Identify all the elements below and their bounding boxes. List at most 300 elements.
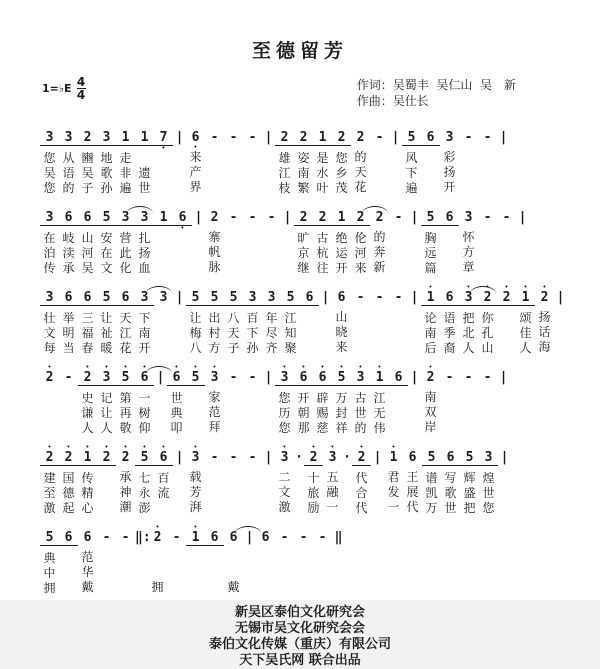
lyric-syllable: 当 xyxy=(62,341,75,355)
lyric-syllable: 春 xyxy=(81,341,94,355)
lyric-syllable xyxy=(319,340,332,355)
lyric-syllable: 语 xyxy=(62,166,75,180)
lyric-syllable xyxy=(205,180,224,195)
lyric-syllable xyxy=(59,405,78,420)
lyric-syllable: 仰 xyxy=(138,421,151,435)
note-glyph: | xyxy=(499,130,508,145)
barline xyxy=(497,125,510,195)
lyric-syllable xyxy=(243,230,262,245)
lyric-syllable: 八 xyxy=(189,341,202,355)
note-glyph: 3 xyxy=(243,290,262,306)
note-glyph: 1 xyxy=(516,290,535,306)
key-signature xyxy=(42,77,86,100)
lyric-syllable: 孙 xyxy=(246,341,259,355)
lyric-syllable: 典 xyxy=(170,406,183,420)
lyric-syllable: 流 xyxy=(157,486,170,500)
lyric-syllable xyxy=(516,245,529,260)
lyric-syllable: 您 xyxy=(43,181,56,195)
lyric-syllable: 姿 xyxy=(297,151,310,165)
credits xyxy=(357,77,516,109)
lyric-syllable: 从 xyxy=(62,151,75,165)
footer-line: 天下吴氏网 联合出品 xyxy=(239,653,361,668)
note-glyph: 1 xyxy=(389,450,398,465)
lyric-syllable: 您 xyxy=(278,421,291,435)
note-glyph: 3 xyxy=(116,210,135,226)
lyric-syllable xyxy=(389,180,402,195)
meter-denominator: 4 xyxy=(76,88,86,102)
note-glyph: 6 xyxy=(154,450,173,466)
lyric-syllable xyxy=(135,151,154,166)
lyric-syllable xyxy=(262,180,275,195)
lyric-syllable xyxy=(243,420,262,435)
note-cell xyxy=(389,365,408,436)
lyric-syllable: 河 xyxy=(81,246,94,260)
dash xyxy=(440,365,459,435)
note-glyph: | xyxy=(321,290,330,305)
note-cell xyxy=(256,525,275,595)
note-cell xyxy=(516,285,535,356)
note-glyph: - xyxy=(318,530,327,545)
lyric-syllable: 敬 xyxy=(119,421,132,435)
note-cell xyxy=(332,285,351,355)
note-cell xyxy=(535,285,554,355)
note-cell xyxy=(154,285,173,355)
note-cell xyxy=(440,205,459,276)
note-glyph: ‖: xyxy=(135,530,151,545)
lyric-syllable: 在 xyxy=(43,231,56,245)
note-glyph: - xyxy=(172,530,181,545)
lyric-syllable xyxy=(332,550,345,565)
lyric-syllable: 激 xyxy=(278,500,291,514)
lyric-syllable xyxy=(154,261,173,276)
lyric-syllable: 子 xyxy=(81,181,94,195)
note-cell xyxy=(97,365,116,436)
lyric-syllable xyxy=(408,310,421,325)
lyric-syllable: 岸 xyxy=(424,420,437,434)
lyric-syllable xyxy=(116,550,135,565)
lyric-syllable: 歌 xyxy=(444,486,457,500)
note-glyph: 5 xyxy=(460,450,479,466)
note-cell xyxy=(275,445,294,515)
note-cell xyxy=(135,125,154,196)
lyric-syllable xyxy=(262,260,281,275)
lyric-syllable xyxy=(243,550,256,565)
lyric-syllable: 北 xyxy=(462,326,475,340)
octave-dot-above: • xyxy=(485,283,490,291)
lyric-syllable: 再 xyxy=(119,406,132,420)
lyric-syllable xyxy=(281,245,294,260)
note-glyph: - xyxy=(210,130,219,145)
lyric-syllable: 人 xyxy=(100,421,113,435)
lyric-syllable: 双 xyxy=(424,405,437,419)
footer-line: 无锡市吴文化研究会会 xyxy=(234,621,365,636)
lyric-syllable xyxy=(59,581,78,596)
lyric-syllable xyxy=(478,260,497,275)
note-cell xyxy=(40,285,59,356)
lyric-syllable xyxy=(224,150,243,165)
note-cell xyxy=(262,285,281,356)
note-glyph: 6 xyxy=(440,290,459,306)
lyric-syllable xyxy=(371,500,384,515)
lyric-syllable: 激 xyxy=(43,501,56,515)
lyric-syllable: 戴 xyxy=(227,580,240,594)
system xyxy=(34,445,566,516)
meter-numerator: 4 xyxy=(76,75,86,89)
lyric-syllable xyxy=(173,150,186,165)
dash xyxy=(224,125,243,195)
lyric-syllable: 京 xyxy=(297,246,310,260)
lyric-syllable: 帆 xyxy=(208,245,221,259)
lyric-syllable xyxy=(173,340,186,355)
lyric-syllable: 世 xyxy=(444,501,457,515)
lyric-syllable: 把 xyxy=(462,311,475,325)
note-glyph: | xyxy=(518,210,527,225)
octave-dot-above: • xyxy=(85,443,90,451)
note-glyph: 2 xyxy=(426,370,435,385)
note-cell xyxy=(294,205,313,276)
note-cell xyxy=(116,205,135,276)
lyric-syllable xyxy=(154,340,173,355)
octave-dot-above: • xyxy=(391,443,396,451)
note-glyph: - xyxy=(248,370,257,385)
lyric-syllable xyxy=(554,310,567,325)
lyric-syllable: 胸 xyxy=(424,231,437,245)
octave-dot-above: • xyxy=(377,363,382,371)
octave-dot-above: • xyxy=(428,283,433,291)
lyric-syllable: 的 xyxy=(373,230,386,244)
lyric-syllable xyxy=(319,325,332,340)
note-glyph: 5 xyxy=(135,450,154,466)
note-cell xyxy=(422,445,441,516)
lyric-syllable xyxy=(351,310,370,325)
lyric-syllable xyxy=(440,246,459,261)
lyric-syllable xyxy=(205,485,224,500)
lyric-syllable: 江 xyxy=(373,391,386,405)
note-glyph: 5 xyxy=(116,370,135,386)
note-glyph: 6 xyxy=(389,370,408,386)
lyric-syllable: 三 xyxy=(81,311,94,325)
lyric-syllable xyxy=(497,165,510,180)
lyric-syllable: 旷 xyxy=(297,231,310,245)
dash xyxy=(224,445,243,515)
lyric-syllable xyxy=(135,565,148,580)
octave-dot-above: • xyxy=(193,443,198,451)
note-cell xyxy=(440,125,459,195)
lyric-syllable: 精 xyxy=(81,486,94,500)
note-cell xyxy=(59,205,78,276)
note-glyph: 3 xyxy=(40,290,59,306)
lyric-syllable xyxy=(97,580,116,595)
lyric-syllable xyxy=(408,325,421,340)
lyric-syllable: 开 xyxy=(443,180,456,194)
octave-dot-above: • xyxy=(523,283,528,291)
lyric-syllable xyxy=(243,150,262,165)
composer-credit: 作曲：吴仕长 xyxy=(356,94,429,108)
footer-credits xyxy=(34,605,566,669)
lyric-syllable xyxy=(186,566,205,581)
note-glyph: | xyxy=(499,370,508,385)
lyric-syllable: 远 xyxy=(424,246,437,260)
lyric-syllable: 繁 xyxy=(297,181,310,195)
lyric-syllable xyxy=(186,551,205,566)
lyric-syllable xyxy=(167,580,186,595)
note-glyph: 6 xyxy=(59,210,78,226)
lyric-syllable xyxy=(408,405,421,420)
lyric-syllable xyxy=(186,391,205,406)
lyric-syllable: 壮 xyxy=(43,311,56,325)
note-glyph: 3 xyxy=(191,450,200,465)
note-glyph: | xyxy=(500,450,509,465)
lyric-syllable xyxy=(224,420,243,435)
note-glyph: | xyxy=(264,370,273,385)
barline xyxy=(319,285,332,355)
note-glyph: - xyxy=(229,450,238,465)
lyric-syllable: 江 xyxy=(278,166,291,180)
note-glyph: 5 xyxy=(224,290,243,306)
lyric-syllable: 孙 xyxy=(100,181,113,195)
note-glyph: | xyxy=(556,290,565,305)
dash xyxy=(243,445,262,515)
note-glyph: 2 xyxy=(497,290,516,306)
octave-dot-above: • xyxy=(142,363,147,371)
note-cell xyxy=(479,445,498,516)
note-cell xyxy=(186,365,205,436)
lyric-syllable xyxy=(167,565,186,580)
note-cell xyxy=(97,125,116,196)
lyric-syllable: 古 xyxy=(354,391,367,405)
lyric-syllable: 此 xyxy=(119,246,132,260)
lyricist-credit: 作词：吴蜀丰 吴仁山 吴 新 xyxy=(356,78,516,92)
lyric-syllable xyxy=(59,390,78,405)
note-cell xyxy=(440,285,459,356)
lyric-syllable xyxy=(497,180,510,195)
lyric-syllable: 江 xyxy=(119,326,132,340)
lyric-syllable xyxy=(167,550,186,565)
lyric-syllable xyxy=(135,550,148,565)
lyric-syllable: 盛 xyxy=(463,486,476,500)
note-glyph: 3 xyxy=(97,370,116,386)
octave-dot-above: • xyxy=(85,363,90,371)
note-cell xyxy=(59,285,78,356)
lyric-syllable: 风 xyxy=(405,151,418,165)
dash xyxy=(313,525,332,595)
note-cell xyxy=(40,365,59,435)
lyric-syllable: 梅 xyxy=(189,326,202,340)
note-cell xyxy=(275,125,294,196)
dash xyxy=(459,125,478,195)
lyric-syllable: 方 xyxy=(208,341,221,355)
lyric-syllable: 范 xyxy=(81,550,94,564)
lyric-syllable: 在 xyxy=(100,246,113,260)
note-glyph: - xyxy=(394,210,403,225)
lyric-syllable xyxy=(40,405,59,420)
note-glyph: | xyxy=(175,290,184,305)
lyric-syllable xyxy=(205,150,224,165)
lyric-syllable xyxy=(497,341,516,356)
lyric-syllable xyxy=(262,405,275,420)
lyric-syllable: 谱 xyxy=(425,471,438,485)
lyric-syllable xyxy=(497,420,510,435)
barline xyxy=(262,445,275,515)
lyric-syllable xyxy=(256,580,275,595)
lyric-syllable: 王 xyxy=(406,470,419,484)
note-glyph: 5 xyxy=(97,210,116,226)
lyric-syllable xyxy=(173,310,186,325)
lyric-syllable: 融 xyxy=(326,485,339,499)
note-glyph: 6 xyxy=(205,530,224,546)
lyric-syllable: 文 xyxy=(43,326,56,340)
note-cell xyxy=(59,525,78,596)
lyric-syllable xyxy=(498,470,511,485)
lyric-syllable xyxy=(205,551,224,566)
lyric-syllable: 拥 xyxy=(151,580,164,594)
lyric-syllable: 辟 xyxy=(316,391,329,405)
lyric-syllable: 万 xyxy=(425,501,438,515)
note-glyph: 3 xyxy=(97,130,116,146)
lyric-syllable: 五 xyxy=(326,470,339,484)
note-glyph: | xyxy=(175,450,184,465)
lyric-syllable xyxy=(154,501,173,516)
lyric-syllable xyxy=(459,165,478,180)
note-glyph: | xyxy=(245,530,254,545)
note-cell xyxy=(186,525,205,596)
lyric-syllable xyxy=(371,485,384,500)
lyric-syllable xyxy=(281,230,294,245)
lyric-syllable: 章 xyxy=(462,260,475,274)
barline xyxy=(408,205,421,275)
lyric-syllable xyxy=(478,180,497,195)
note-cell xyxy=(167,365,186,436)
note-glyph: 3 xyxy=(40,210,59,226)
dash xyxy=(116,525,135,595)
lyric-syllable: 古 xyxy=(316,231,329,245)
lyric-syllable xyxy=(224,390,243,405)
note-glyph: 7 xyxy=(154,130,173,146)
note-cell xyxy=(300,285,319,356)
note-glyph: 6 xyxy=(229,530,238,545)
note-glyph: - xyxy=(280,530,289,545)
note-glyph: - xyxy=(229,210,238,225)
note-cell xyxy=(186,445,205,515)
note-glyph: 6 xyxy=(78,290,97,306)
note-glyph: 2 xyxy=(59,450,78,466)
lyric-syllable: 文 xyxy=(100,261,113,275)
note-cell xyxy=(40,445,59,516)
lyric-syllable xyxy=(154,151,173,166)
octave-dot-below: • xyxy=(161,144,166,152)
lyric-syllable xyxy=(389,150,402,165)
lyric-syllable: 传 xyxy=(81,471,94,485)
dash xyxy=(459,365,478,435)
note-cell xyxy=(497,285,516,356)
note-glyph: 3 xyxy=(135,210,154,226)
lyric-syllable: 遗 xyxy=(138,166,151,180)
lyric-syllable xyxy=(173,165,186,180)
dash xyxy=(478,205,497,275)
lyric-syllable xyxy=(389,245,408,260)
lyric-syllable xyxy=(313,580,332,595)
note-glyph: | xyxy=(156,370,165,385)
lyric-syllable xyxy=(116,580,135,595)
lyric-syllable: 开 xyxy=(138,341,151,355)
lyric-syllable: 界 xyxy=(189,180,202,194)
lyric-syllable xyxy=(256,550,275,565)
lyric-syllable xyxy=(243,580,256,595)
note-cell xyxy=(59,445,78,516)
lyric-syllable: 天 xyxy=(119,311,132,325)
lyric-syllable: 朝 xyxy=(297,406,310,420)
lyric-syllable: 二 xyxy=(278,470,291,484)
lyric-syllable xyxy=(148,550,167,565)
lyric-syllable xyxy=(243,500,262,515)
lyric-syllable: 血 xyxy=(138,261,151,275)
note-glyph: 6 xyxy=(337,290,346,305)
lyric-syllable: 至 xyxy=(43,486,56,500)
octave-dot-above: • xyxy=(282,443,287,451)
note-glyph: | xyxy=(175,130,184,145)
note-cell xyxy=(78,445,97,516)
note-glyph: | xyxy=(264,130,273,145)
lyric-syllable: 七 xyxy=(138,471,151,485)
barline xyxy=(332,525,345,595)
note-cell xyxy=(78,205,97,276)
lyric-syllable xyxy=(281,260,294,275)
note-glyph: - xyxy=(267,210,276,225)
lyric-syllable: 开 xyxy=(297,391,310,405)
note-glyph: 2 xyxy=(352,450,371,466)
lyric-syllable: 伟 xyxy=(373,421,386,435)
lyric-syllable xyxy=(97,565,116,580)
lyric-syllable xyxy=(173,485,186,500)
dash xyxy=(243,205,262,275)
lyric-syllable xyxy=(498,485,511,500)
note-cell xyxy=(205,525,224,596)
lyric-syllable xyxy=(497,390,510,405)
note-glyph: 3 xyxy=(40,130,59,146)
lyric-syllable: 天 xyxy=(354,165,367,179)
lyric-syllable xyxy=(224,260,243,275)
octave-dot-above: • xyxy=(104,443,109,451)
lyric-syllable: 营 xyxy=(119,231,132,245)
lyric-syllable: 下 xyxy=(246,326,259,340)
lyric-syllable xyxy=(243,470,262,485)
lyric-syllable xyxy=(389,260,408,275)
lyric-syllable xyxy=(154,181,173,196)
lyric-syllable xyxy=(459,150,478,165)
lyric-syllable: 歌 xyxy=(100,166,113,180)
lyric-syllable: 产 xyxy=(189,165,202,179)
note-glyph: 3 xyxy=(135,290,154,306)
note-glyph: - xyxy=(248,210,257,225)
note-cell xyxy=(441,445,460,516)
lyric-syllable xyxy=(554,340,567,355)
meta-row xyxy=(34,77,566,109)
lyric-syllable: 您 xyxy=(278,391,291,405)
note-cell xyxy=(478,285,497,356)
lyric-syllable: 新 xyxy=(373,260,386,274)
dash xyxy=(389,205,408,275)
lyric-syllable: 是 xyxy=(316,151,329,165)
lyric-syllable: 河 xyxy=(354,246,367,260)
octave-dot-below: • xyxy=(193,143,198,151)
lyric-syllable xyxy=(389,325,408,340)
lyric-syllable: 的 xyxy=(354,150,367,164)
lyric-syllable xyxy=(421,151,440,166)
lyric-syllable xyxy=(243,245,262,260)
octave-dot-above: • xyxy=(212,363,217,371)
lyric-syllable: 山 xyxy=(81,231,94,245)
lyric-syllable xyxy=(421,166,440,181)
